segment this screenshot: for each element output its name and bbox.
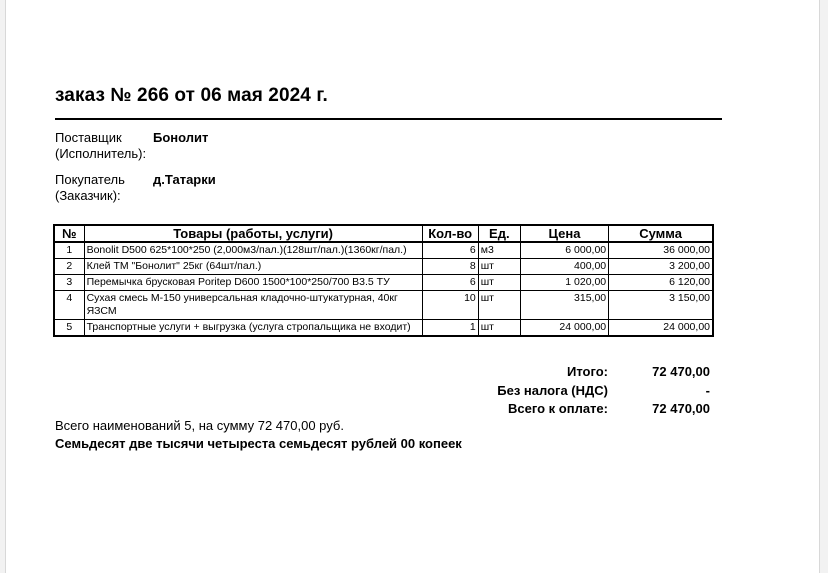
buyer-label-line1: Покупатель	[55, 172, 125, 187]
cell-price: 1 020,00	[520, 275, 608, 291]
payable-label: Всего к оплате:	[508, 401, 608, 416]
cell-qty: 8	[422, 259, 478, 275]
cell-name: Клей ТМ "Бонолит" 25кг (64шт/пал.)	[84, 259, 422, 275]
title-divider	[55, 118, 722, 120]
cell-num: 3	[54, 275, 84, 291]
total-label: Итого:	[567, 364, 608, 379]
col-header-goods: Товары (работы, услуги)	[84, 225, 422, 242]
buyer-label-line2: (Заказчик):	[55, 188, 121, 203]
page-edge-right	[819, 0, 820, 573]
supplier-label-line2: (Исполнитель):	[55, 146, 147, 161]
supplier-label-line1: Поставщик	[55, 130, 122, 145]
cell-num: 2	[54, 259, 84, 275]
supplier-value: Бонолит	[153, 130, 209, 145]
total-value: 72 470,00	[652, 364, 710, 379]
cell-unit: шт	[478, 275, 520, 291]
cell-unit: м3	[478, 242, 520, 259]
cell-name: Сухая смесь М-150 универсальная кладочно-штукатурная, 40кг ЯЗСМ	[84, 291, 422, 320]
col-header-unit: Ед.	[478, 225, 520, 242]
cell-sum: 36 000,00	[609, 242, 713, 259]
cell-price: 6 000,00	[520, 242, 608, 259]
col-header-qty: Кол-во	[422, 225, 478, 242]
buyer-value: д.Татарки	[153, 172, 216, 187]
cell-qty: 6	[422, 242, 478, 259]
cell-qty: 10	[422, 291, 478, 320]
table-header-row	[54, 225, 713, 242]
col-header-price: Цена	[520, 225, 608, 242]
payable-value: 72 470,00	[652, 401, 710, 416]
cell-unit: шт	[478, 320, 520, 337]
cell-price: 24 000,00	[520, 320, 608, 337]
cell-name: Перемычка брусковая Poritep D600 1500*100*250/700 В3.5 ТУ	[84, 275, 422, 291]
vat-label: Без налога (НДС)	[497, 383, 608, 398]
cell-name: Транспортные услуги + выгрузка (услуга стропальщика не входит)	[84, 320, 422, 337]
items-count-summary: Всего наименований 5, на сумму 72 470,00 руб.	[55, 418, 344, 433]
table-row	[54, 242, 713, 259]
col-header-sum: Сумма	[609, 225, 713, 242]
table-row	[54, 320, 713, 337]
cell-qty: 6	[422, 275, 478, 291]
supplier-label	[55, 130, 146, 162]
cell-sum: 6 120,00	[609, 275, 713, 291]
cell-name: Bonolit D500 625*100*250 (2,000м3/пал.)(128шт/пал.)(1360кг/пал.)	[84, 242, 422, 259]
cell-unit: шт	[478, 259, 520, 275]
cell-num: 1	[54, 242, 84, 259]
amount-in-words: Семьдесят две тысячи четыреста семьдесят рублей 00 копеек	[55, 436, 462, 451]
buyer-label	[55, 172, 125, 204]
cell-price: 315,00	[520, 291, 608, 320]
table-row	[54, 259, 713, 275]
col-header-num: №	[54, 225, 84, 242]
cell-num: 5	[54, 320, 84, 337]
vat-value: -	[705, 383, 710, 398]
items-table	[53, 224, 714, 337]
cell-price: 400,00	[520, 259, 608, 275]
document-title: заказ № 266 от 06 мая 2024 г.	[55, 85, 328, 106]
cell-sum: 3 150,00	[609, 291, 713, 320]
page-edge-left	[5, 0, 6, 573]
cell-num: 4	[54, 291, 84, 320]
table-row	[54, 291, 713, 320]
cell-sum: 24 000,00	[609, 320, 713, 337]
cell-sum: 3 200,00	[609, 259, 713, 275]
cell-unit: шт	[478, 291, 520, 320]
cell-qty: 1	[422, 320, 478, 337]
table-row	[54, 275, 713, 291]
